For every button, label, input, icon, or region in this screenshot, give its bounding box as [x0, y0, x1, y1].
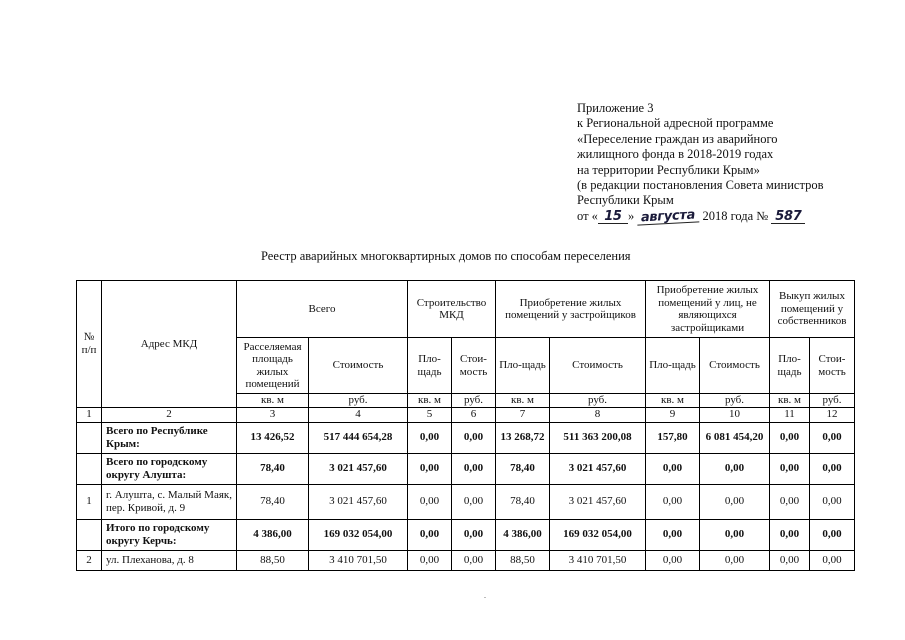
cell-cost: 6 081 454,20 — [700, 422, 770, 453]
column-number: 9 — [646, 407, 700, 422]
cell-cost: 3 410 701,50 — [309, 550, 408, 570]
col-header-total: Всего — [237, 281, 408, 338]
subheader-cost: Стои-мость — [452, 338, 496, 394]
table-row-total-crimea — [77, 422, 855, 453]
cell-area: 0,00 — [646, 484, 700, 519]
unit-sqm: кв. м — [408, 394, 452, 408]
cell-cost: 0,00 — [810, 484, 855, 519]
row-number — [77, 422, 102, 453]
unit-rub: руб. — [452, 394, 496, 408]
cell-area: 0,00 — [770, 484, 810, 519]
subheader-cost: Стоимость — [309, 338, 408, 394]
unit-rub: руб. — [309, 394, 408, 408]
handwritten-doc-number: 587 — [771, 210, 805, 224]
cell-area: 13 426,52 — [237, 422, 309, 453]
cell-cost: 0,00 — [700, 550, 770, 570]
unit-sqm: кв. м — [237, 394, 309, 408]
cell-area: 0,00 — [408, 422, 452, 453]
date-mid: » — [627, 208, 635, 223]
column-number: 8 — [550, 407, 646, 422]
cell-area: 0,00 — [770, 453, 810, 484]
cell-area: 4 386,00 — [496, 519, 550, 550]
cell-area: 78,40 — [237, 453, 309, 484]
col-header-construction: Строительство МКД — [408, 281, 496, 338]
cell-cost: 0,00 — [700, 484, 770, 519]
table-row — [77, 550, 855, 570]
row-number: 2 — [77, 550, 102, 570]
appendix-line: Республики Крым — [577, 193, 674, 208]
cell-area: 78,40 — [237, 484, 309, 519]
cell-area: 78,40 — [496, 453, 550, 484]
cell-area: 0,00 — [646, 550, 700, 570]
cell-cost: 3 021 457,60 — [309, 484, 408, 519]
cell-cost: 0,00 — [452, 550, 496, 570]
cell-area: 78,40 — [496, 484, 550, 519]
cell-area: 0,00 — [646, 519, 700, 550]
cell-area: 0,00 — [646, 453, 700, 484]
registry-table — [76, 280, 855, 571]
cell-area: 0,00 — [408, 453, 452, 484]
cell-area: 0,00 — [770, 422, 810, 453]
subheader-resettled-area: Расселяемая площадь жилых помещений — [237, 338, 309, 394]
cell-cost: 511 363 200,08 — [550, 422, 646, 453]
appendix-header — [577, 101, 823, 224]
column-number: 3 — [237, 407, 309, 422]
column-number: 5 — [408, 407, 452, 422]
subheader-cost: Стоимость — [550, 338, 646, 394]
appendix-line: на территории Республики Крым» — [577, 162, 760, 177]
cell-area: 157,80 — [646, 422, 700, 453]
cell-cost: 3 021 457,60 — [550, 453, 646, 484]
cell-area: 0,00 — [770, 519, 810, 550]
cell-cost: 0,00 — [700, 453, 770, 484]
cell-area: 13 268,72 — [496, 422, 550, 453]
cell-area: 0,00 — [408, 484, 452, 519]
column-number: 6 — [452, 407, 496, 422]
cell-cost: 0,00 — [810, 453, 855, 484]
cell-area: 88,50 — [237, 550, 309, 570]
cell-cost: 0,00 — [810, 422, 855, 453]
col-header-address: Адрес МКД — [102, 281, 237, 408]
cell-area: 0,00 — [408, 519, 452, 550]
row-address: Всего по городскому округу Алушта: — [102, 453, 237, 484]
cell-cost: 0,00 — [452, 519, 496, 550]
scan-speck — [484, 597, 486, 598]
cell-area: 0,00 — [408, 550, 452, 570]
table-row — [77, 484, 855, 519]
cell-cost: 3 021 457,60 — [550, 484, 646, 519]
cell-cost: 3 021 457,60 — [309, 453, 408, 484]
appendix-line: жилищного фонда в 2018-2019 годах — [577, 147, 774, 162]
resolution-date-line — [577, 209, 823, 224]
date-prefix: от « — [577, 208, 598, 223]
column-number: 11 — [770, 407, 810, 422]
cell-cost: 0,00 — [810, 550, 855, 570]
cell-cost: 3 410 701,50 — [550, 550, 646, 570]
cell-cost: 169 032 054,00 — [550, 519, 646, 550]
unit-rub: руб. — [550, 394, 646, 408]
row-number — [77, 453, 102, 484]
row-address: ул. Плеханова, д. 8 — [102, 550, 237, 570]
column-number: 1 — [77, 407, 102, 422]
col-header-purchase-developers: Приобретение жилых помещений у застройщиков — [496, 281, 646, 338]
row-number — [77, 519, 102, 550]
column-number: 12 — [810, 407, 855, 422]
cell-area: 0,00 — [770, 550, 810, 570]
appendix-line: Приложение 3 — [577, 101, 654, 115]
registry-title: Реестр аварийных многоквартирных домов по способам переселения — [261, 249, 631, 263]
date-suffix: 2018 года № — [702, 208, 769, 223]
row-address: г. Алушта, с. Малый Маяк, пер. Кривой, д. 9 — [102, 484, 237, 519]
cell-cost: 0,00 — [700, 519, 770, 550]
appendix-line: (в редакции постановления Совета министров — [577, 178, 824, 193]
col-header-buyout: Выкуп жилых помещений у собственников — [770, 281, 855, 338]
handwritten-day: 15 — [598, 210, 628, 224]
cell-cost: 0,00 — [810, 519, 855, 550]
subheader-cost: Стоимость — [700, 338, 770, 394]
subheader-area: Пло-щадь — [496, 338, 550, 394]
col-header-purchase-non-developers: Приобретение жилых помещений у лиц, не являющихся застройщиками — [646, 281, 770, 338]
cell-cost: 0,00 — [452, 484, 496, 519]
unit-rub: руб. — [700, 394, 770, 408]
appendix-line: к Региональной адресной программе — [577, 116, 774, 131]
cell-cost: 0,00 — [452, 422, 496, 453]
subheader-area: Пло-щадь — [770, 338, 810, 394]
unit-rub: руб. — [810, 394, 855, 408]
cell-area: 88,50 — [496, 550, 550, 570]
row-number: 1 — [77, 484, 102, 519]
column-number: 10 — [700, 407, 770, 422]
handwritten-month: августа — [637, 208, 700, 225]
cell-cost: 169 032 054,00 — [309, 519, 408, 550]
cell-cost: 517 444 654,28 — [309, 422, 408, 453]
table-row-total-kerch — [77, 519, 855, 550]
column-number: 2 — [102, 407, 237, 422]
unit-sqm: кв. м — [496, 394, 550, 408]
unit-sqm: кв. м — [770, 394, 810, 408]
col-header-num: № п/п — [77, 281, 102, 408]
appendix-line: «Переселение граждан из аварийного — [577, 131, 778, 146]
subheader-cost: Стои-мость — [810, 338, 855, 394]
unit-sqm: кв. м — [646, 394, 700, 408]
table-row-total-alushta — [77, 453, 855, 484]
subheader-area: Пло-щадь — [646, 338, 700, 394]
row-address: Всего по Республике Крым: — [102, 422, 237, 453]
row-address: Итого по городскому округу Керчь: — [102, 519, 237, 550]
cell-cost: 0,00 — [452, 453, 496, 484]
column-number: 7 — [496, 407, 550, 422]
subheader-area: Пло-щадь — [408, 338, 452, 394]
cell-area: 4 386,00 — [237, 519, 309, 550]
column-number: 4 — [309, 407, 408, 422]
